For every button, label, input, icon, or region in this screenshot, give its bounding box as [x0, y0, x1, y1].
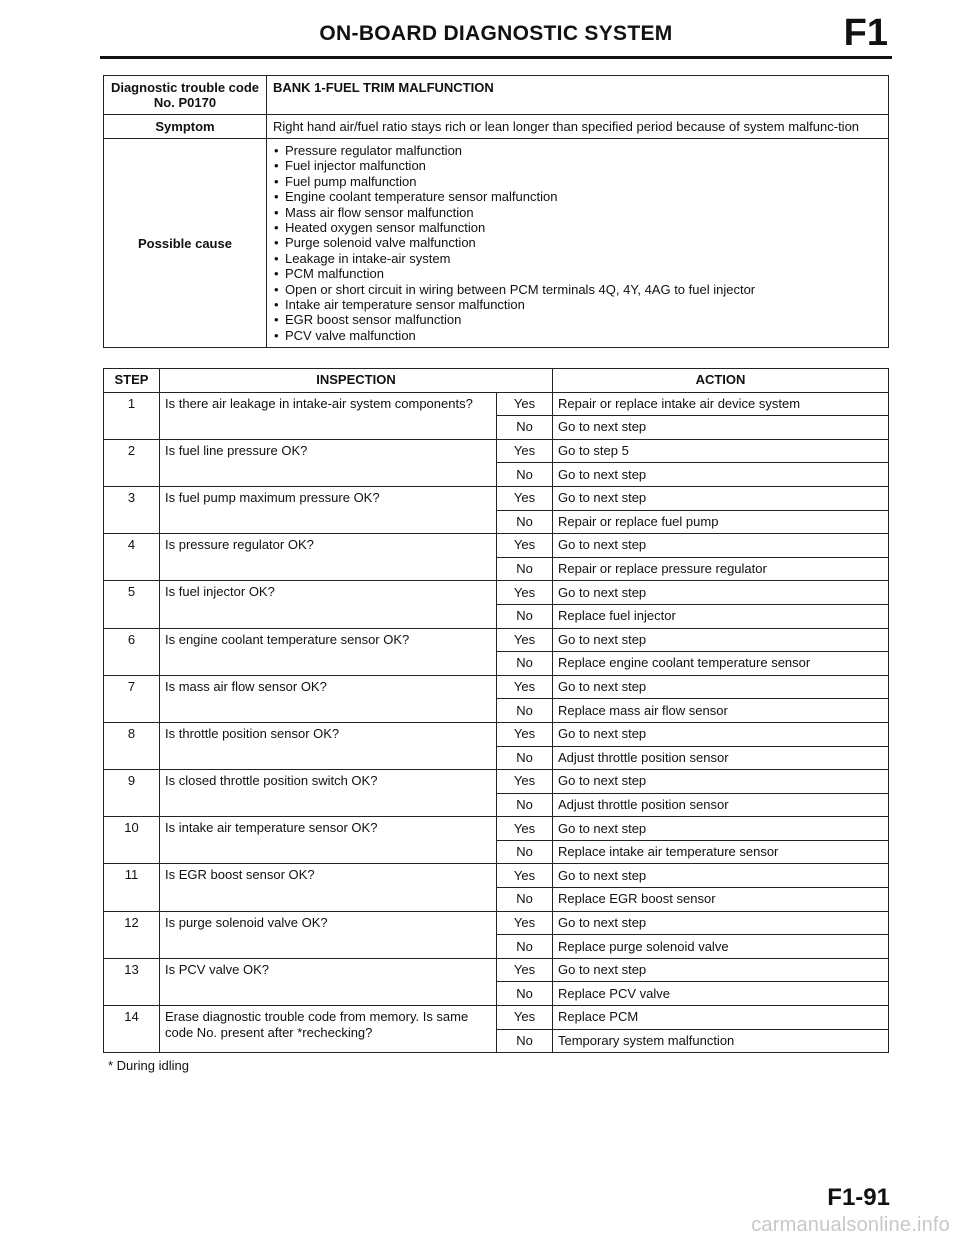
possible-cause-item: • Fuel pump malfunction	[273, 174, 882, 189]
possible-cause-row	[104, 139, 889, 348]
answer-yes: Yes	[497, 958, 553, 982]
possible-cause-list	[273, 143, 882, 343]
answer-no: No	[497, 604, 553, 628]
step-number: 14	[104, 1006, 160, 1053]
inspection-text: Is purge solenoid valve OK?	[160, 911, 497, 958]
dtc-code-title: BANK 1-FUEL TRIM MALFUNCTION	[267, 76, 889, 115]
yes-action: Go to next step	[553, 911, 889, 935]
possible-cause-label: Possible cause	[104, 139, 267, 348]
yes-action: Go to step 5	[553, 439, 889, 463]
no-action: Replace purge solenoid valve	[553, 935, 889, 959]
no-action: Replace EGR boost sensor	[553, 888, 889, 912]
inspection-text: Is mass air flow sensor OK?	[160, 675, 497, 722]
possible-cause-item: • Leakage in intake-air system	[273, 251, 882, 266]
inspection-text: Is throttle position sensor OK?	[160, 722, 497, 769]
no-action: Adjust throttle position sensor	[553, 746, 889, 770]
answer-yes: Yes	[497, 1006, 553, 1030]
step-number: 5	[104, 581, 160, 628]
no-action: Temporary system malfunction	[553, 1029, 889, 1053]
step-number: 7	[104, 675, 160, 722]
diagnostic-steps-table	[103, 368, 889, 1053]
answer-no: No	[497, 510, 553, 534]
answer-yes: Yes	[497, 534, 553, 558]
symptom-label: Symptom	[104, 115, 267, 139]
step-number: 3	[104, 486, 160, 533]
step-number: 12	[104, 911, 160, 958]
inspection-text: Is fuel pump maximum pressure OK?	[160, 486, 497, 533]
yes-action: Go to next step	[553, 534, 889, 558]
symptom-text: Right hand air/fuel ratio stays rich or lean longer than specified period because of system malfunc-tion	[267, 115, 889, 139]
step-number: 4	[104, 534, 160, 581]
page-title: ON-BOARD DIAGNOSTIC SYSTEM	[319, 22, 673, 45]
step-number: 6	[104, 628, 160, 675]
possible-cause-item: • PCM malfunction	[273, 266, 882, 281]
possible-cause-item: • Mass air flow sensor malfunction	[273, 205, 882, 220]
answer-yes: Yes	[497, 675, 553, 699]
no-action: Repair or replace fuel pump	[553, 510, 889, 534]
answer-no: No	[497, 982, 553, 1006]
answer-yes: Yes	[497, 486, 553, 510]
possible-cause-item: • Engine coolant temperature sensor malfunction	[273, 189, 882, 204]
page-header	[100, 12, 892, 59]
watermark: carmanualsonline.info	[751, 1214, 950, 1236]
answer-yes: Yes	[497, 628, 553, 652]
step-row	[104, 1006, 889, 1030]
dtc-code-label: Diagnostic trouble code No. P0170	[104, 76, 267, 115]
answer-yes: Yes	[497, 817, 553, 841]
step-row	[104, 911, 889, 935]
answer-no: No	[497, 746, 553, 770]
no-action: Replace PCV valve	[553, 982, 889, 1006]
answer-no: No	[497, 935, 553, 959]
symptom-row	[104, 115, 889, 139]
step-row	[104, 675, 889, 699]
answer-no: No	[497, 699, 553, 723]
dtc-code-row	[104, 76, 889, 115]
no-action: Replace fuel injector	[553, 604, 889, 628]
step-number: 13	[104, 958, 160, 1005]
possible-cause-item: • Heated oxygen sensor malfunction	[273, 220, 882, 235]
step-row	[104, 581, 889, 605]
yes-action: Repair or replace intake air device system	[553, 392, 889, 416]
step-row	[104, 439, 889, 463]
answer-yes: Yes	[497, 581, 553, 605]
yes-action: Go to next step	[553, 770, 889, 794]
dtc-info-table	[103, 75, 889, 348]
inspection-text: Is engine coolant temperature sensor OK?	[160, 628, 497, 675]
answer-yes: Yes	[497, 770, 553, 794]
possible-cause-item: • Fuel injector malfunction	[273, 158, 882, 173]
answer-no: No	[497, 840, 553, 864]
step-row	[104, 628, 889, 652]
possible-cause-cell	[267, 139, 889, 348]
yes-action: Go to next step	[553, 958, 889, 982]
no-action: Replace engine coolant temperature sensor	[553, 652, 889, 676]
inspection-text: Erase diagnostic trouble code from memory. Is same code No. present after *rechecking?	[160, 1006, 497, 1053]
answer-yes: Yes	[497, 911, 553, 935]
answer-no: No	[497, 793, 553, 817]
section-code: F1	[843, 12, 888, 54]
answer-yes: Yes	[497, 864, 553, 888]
answer-no: No	[497, 463, 553, 487]
step-row	[104, 864, 889, 888]
inspection-text: Is fuel line pressure OK?	[160, 439, 497, 486]
answer-yes: Yes	[497, 439, 553, 463]
step-number: 2	[104, 439, 160, 486]
possible-cause-item: • PCV valve malfunction	[273, 328, 882, 343]
answer-no: No	[497, 416, 553, 440]
step-row	[104, 770, 889, 794]
step-row	[104, 486, 889, 510]
possible-cause-item: • Pressure regulator malfunction	[273, 143, 882, 158]
step-row	[104, 534, 889, 558]
step-number: 10	[104, 817, 160, 864]
answer-no: No	[497, 652, 553, 676]
inspection-text: Is PCV valve OK?	[160, 958, 497, 1005]
step-row	[104, 722, 889, 746]
steps-body	[104, 392, 889, 1053]
answer-no: No	[497, 1029, 553, 1053]
yes-action: Go to next step	[553, 675, 889, 699]
steps-header-row	[104, 369, 889, 393]
answer-yes: Yes	[497, 392, 553, 416]
inspection-text: Is there air leakage in intake-air system components?	[160, 392, 497, 439]
step-number: 9	[104, 770, 160, 817]
no-action: Go to next step	[553, 463, 889, 487]
inspection-text: Is closed throttle position switch OK?	[160, 770, 497, 817]
possible-cause-item: • Purge solenoid valve malfunction	[273, 235, 882, 250]
yes-action: Go to next step	[553, 817, 889, 841]
no-action: Replace mass air flow sensor	[553, 699, 889, 723]
action-column-header: ACTION	[553, 369, 889, 393]
possible-cause-item: • Intake air temperature sensor malfunction	[273, 297, 882, 312]
no-action: Replace intake air temperature sensor	[553, 840, 889, 864]
step-number: 1	[104, 392, 160, 439]
answer-no: No	[497, 888, 553, 912]
yes-action: Go to next step	[553, 864, 889, 888]
possible-cause-item: • EGR boost sensor malfunction	[273, 312, 882, 327]
step-row	[104, 392, 889, 416]
footnote: * During idling	[108, 1058, 189, 1073]
step-number: 11	[104, 864, 160, 911]
answer-yes: Yes	[497, 722, 553, 746]
no-action: Adjust throttle position sensor	[553, 793, 889, 817]
yes-action: Go to next step	[553, 628, 889, 652]
answer-no: No	[497, 557, 553, 581]
yes-action: Replace PCM	[553, 1006, 889, 1030]
inspection-column-header: INSPECTION	[160, 369, 553, 393]
inspection-text: Is EGR boost sensor OK?	[160, 864, 497, 911]
step-row	[104, 958, 889, 982]
inspection-text: Is fuel injector OK?	[160, 581, 497, 628]
yes-action: Go to next step	[553, 722, 889, 746]
step-column-header: STEP	[104, 369, 160, 393]
step-number: 8	[104, 722, 160, 769]
inspection-text: Is pressure regulator OK?	[160, 534, 497, 581]
step-row	[104, 817, 889, 841]
yes-action: Go to next step	[553, 486, 889, 510]
no-action: Repair or replace pressure regulator	[553, 557, 889, 581]
possible-cause-item: • Open or short circuit in wiring between PCM terminals 4Q, 4Y, 4AG to fuel injector	[273, 282, 882, 297]
no-action: Go to next step	[553, 416, 889, 440]
inspection-text: Is intake air temperature sensor OK?	[160, 817, 497, 864]
page-number: F1-91	[827, 1184, 890, 1211]
yes-action: Go to next step	[553, 581, 889, 605]
